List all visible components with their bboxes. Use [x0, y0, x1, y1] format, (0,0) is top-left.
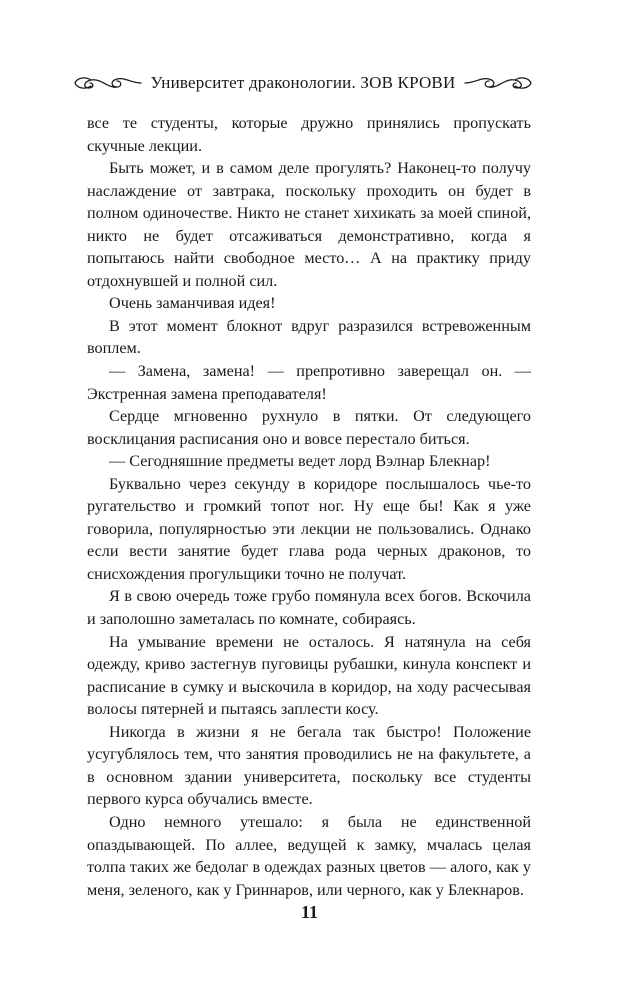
paragraph: На умывание времени не осталось. Я натянула на себя одежду, криво застегнув пуговицы рубашки, кинула конспект и расписание в сумку и выскочила в коридор, на ходу расчесывая волосы пятерней и пытаясь заплести косу.: [87, 632, 531, 719]
paragraph: Одно немного утешало: я была не единственной опаздывающей. По аллее, ведущей к замку, мчалась целая толпа таких же бедолаг в одеждах разных цветов — алого, как у меня, зеленого, как у Гриннаров, или черного, как у Блекнаров.: [87, 812, 531, 899]
paragraph: Никогда в жизни я не бегала так быстро! Положение усугублялось тем, что занятия проводились не на факультете, а в основном здании университета, поскольку все студенты первого курса обучались вместе.: [87, 722, 531, 809]
paragraph: Сердце мгновенно рухнуло в пятки. От следующего восклицания расписания оно и вовсе перестало биться.: [87, 407, 531, 448]
body-text: [87, 112, 531, 901]
page-number: 11: [300, 902, 318, 922]
paragraph: Очень заманчивая идея!: [109, 294, 276, 313]
paragraph: В этот момент блокнот вдруг разразился встревоженным воплем.: [87, 316, 531, 358]
left-flourish-ornament: [73, 72, 143, 94]
paragraph: Я в свою очередь тоже грубо помянула всех богов. Вскочила и заполошно заметалась по комнате, собираясь.: [87, 587, 531, 629]
paragraph: — Замена, замена! — препротивно заверещал он. — Экстренная замена преподавателя!: [87, 362, 531, 403]
right-flourish-ornament: [463, 72, 533, 94]
header-title: Университет драконологии. ЗОВ КРОВИ: [150, 73, 456, 92]
paragraph: — Сегодняшние предметы ведет лорд Вэлнар Блекнар!: [109, 452, 491, 471]
paragraph: Буквально через секунду в коридоре послышалось чье-то ругательство и громкий топот ног. Ну еще бы! Как я уже говорила, популярностью эти лекции не пользовались. Однако если вести занятие будет глава рода черных драконов, то снисхождения прогульщики точно не получат.: [87, 474, 531, 583]
paragraph: Быть может, и в самом деле прогулять? Наконец-то получу наслаждение от завтрака, поскольку проходить он будет в полном одиночестве. Никто не станет хихикать за моей спиной, никто не будет отсаживаться демонстративно, когда я попытаюсь найти свободное место… А на практику приду отдохнувшей и полной сил.: [87, 159, 531, 290]
paragraph: все те студенты, которые дружно принялись пропускать скучные лекции.: [87, 114, 531, 155]
running-header: [78, 66, 528, 100]
